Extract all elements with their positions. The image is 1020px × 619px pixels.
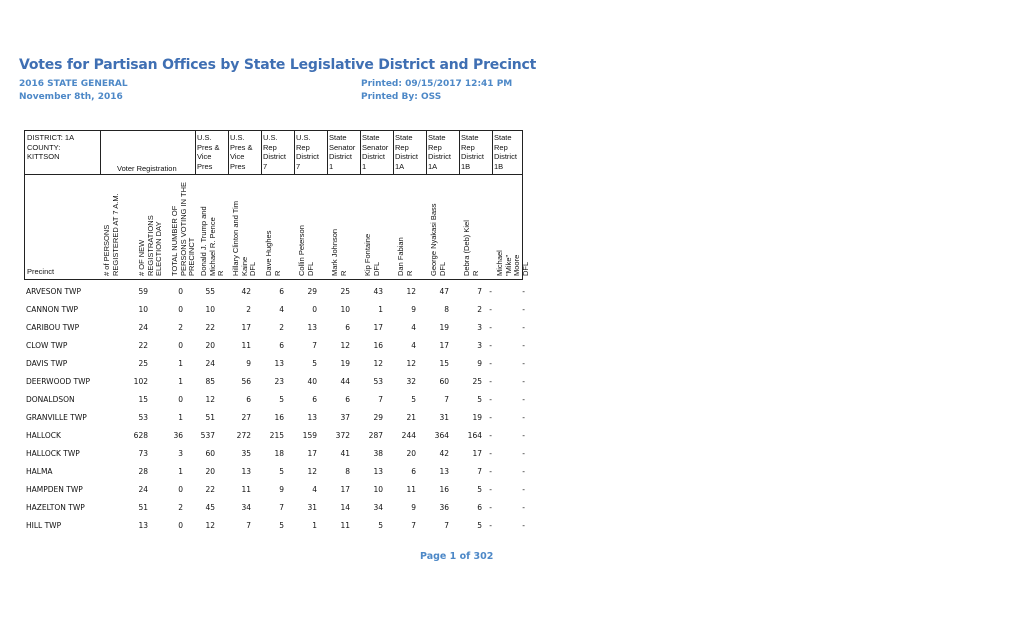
precinct-name: HALMA [26,467,53,476]
table-cell: 4 [312,485,317,494]
header-column-divider [492,131,493,175]
column-header: Mark Johnson R [330,228,348,276]
table-cell: 22 [205,485,215,494]
table-cell: - [489,467,492,476]
table-row [24,498,523,516]
table-cell: 34 [241,503,251,512]
table-cell: - [489,449,492,458]
table-cell: 43 [373,287,383,296]
table-cell: 12 [406,287,416,296]
table-cell: 1 [312,521,317,530]
table-row [24,318,523,336]
table-cell: 24 [138,485,148,494]
table-cell: 29 [307,287,317,296]
table-row [24,480,523,498]
table-cell: 1 [378,305,383,314]
table-row [24,408,523,426]
table-cell: 18 [274,449,284,458]
precinct-name: CARIBOU TWP [26,323,80,332]
results-table-body [24,282,523,534]
table-cell: 12 [307,467,317,476]
precinct-column-header: Precinct [27,267,55,276]
office-heading: State Rep District 1B [461,133,484,171]
table-cell: - [522,431,525,440]
table-cell: 36 [173,431,183,440]
table-row [24,390,523,408]
table-cell: 12 [205,395,215,404]
table-cell: 35 [241,449,251,458]
header-column-divider [426,131,427,175]
office-heading: State Rep District 1A [428,133,451,171]
table-cell: 15 [439,359,449,368]
table-cell: 2 [477,305,482,314]
table-cell: 215 [269,431,284,440]
table-cell: 13 [307,413,317,422]
table-cell: 44 [340,377,350,386]
table-row [24,354,523,372]
printed-by: Printed By: OSS [361,92,442,102]
table-cell: 5 [378,521,383,530]
table-cell: 37 [340,413,350,422]
table-cell: 20 [205,341,215,350]
column-header: Debra (Deb) Kiel R [462,220,480,276]
table-cell: 31 [439,413,449,422]
table-cell: 12 [205,521,215,530]
table-cell: 5 [477,395,482,404]
table-cell: 19 [340,359,350,368]
header-column-divider [294,131,295,175]
table-cell: 16 [439,485,449,494]
table-cell: - [489,503,492,512]
table-cell: 2 [279,323,284,332]
table-header [24,130,530,280]
table-cell: 244 [401,431,416,440]
precinct-name: DONALDSON [26,395,75,404]
table-cell: 0 [178,287,183,296]
precinct-name: HALLOCK [26,431,61,440]
precinct-name: HAMPDEN TWP [26,485,83,494]
table-cell: 14 [340,503,350,512]
table-row [24,282,523,300]
table-cell: 28 [138,467,148,476]
table-cell: - [522,413,525,422]
table-cell: 372 [335,431,350,440]
table-cell: 10 [205,305,215,314]
header-column-divider [228,131,229,175]
table-row [24,516,523,534]
table-cell: 60 [205,449,215,458]
district-label: DISTRICT: 1A COUNTY: KITTSON [27,133,75,161]
table-cell: 7 [477,467,482,476]
table-cell: 8 [444,305,449,314]
table-cell: 102 [133,377,148,386]
table-cell: 42 [439,449,449,458]
table-cell: 2 [178,503,183,512]
table-cell: - [489,485,492,494]
table-cell: 13 [138,521,148,530]
table-cell: 6 [279,341,284,350]
table-cell: 0 [178,485,183,494]
table-cell: - [489,323,492,332]
office-heading: U.S. Rep District 7 [263,133,286,171]
table-cell: - [489,413,492,422]
precinct-name: HAZELTON TWP [26,503,85,512]
table-cell: - [522,323,525,332]
office-heading: State Senator District 1 [362,133,389,171]
table-cell: - [522,341,525,350]
table-cell: 13 [439,467,449,476]
table-cell: 3 [178,449,183,458]
table-cell: - [489,377,492,386]
table-cell: 32 [406,377,416,386]
table-cell: 17 [472,449,482,458]
table-cell: 4 [411,341,416,350]
table-cell: 25 [340,287,350,296]
precinct-name: HALLOCK TWP [26,449,80,458]
table-cell: 40 [307,377,317,386]
table-cell: - [489,359,492,368]
table-cell: 0 [178,395,183,404]
table-cell: 10 [138,305,148,314]
office-heading: State Rep District 1B [494,133,517,171]
table-cell: 45 [205,503,215,512]
table-cell: 24 [138,323,148,332]
table-cell: 9 [477,359,482,368]
table-cell: 364 [434,431,449,440]
column-header: Dave Hughes R [264,230,282,276]
table-cell: 53 [138,413,148,422]
table-cell: 85 [205,377,215,386]
election-date: November 8th, 2016 [19,92,123,102]
table-cell: - [522,359,525,368]
table-cell: 20 [205,467,215,476]
column-header: Donald J. Trump and Michael R. Pence R [199,206,225,276]
table-cell: 34 [373,503,383,512]
table-cell: 7 [312,341,317,350]
table-cell: 9 [279,485,284,494]
table-cell: 9 [411,503,416,512]
table-cell: 5 [477,521,482,530]
election-name: 2016 STATE GENERAL [19,79,128,89]
column-header: Kip Fontaine DFL [363,233,381,276]
header-column-divider [360,131,361,175]
table-cell: 13 [307,323,317,332]
table-cell: 0 [312,305,317,314]
table-cell: 7 [378,395,383,404]
column-header: Dan Fabian R [396,237,414,276]
table-cell: 21 [406,413,416,422]
precinct-name: ARVESON TWP [26,287,81,296]
column-header: Hillary Clinton and Tim Kaine DFL [231,200,257,276]
table-cell: - [522,467,525,476]
table-cell: 6 [279,287,284,296]
table-cell: 5 [279,467,284,476]
table-cell: 6 [345,323,350,332]
table-cell: 27 [241,413,251,422]
table-cell: 3 [477,341,482,350]
table-cell: 159 [302,431,317,440]
table-cell: 15 [138,395,148,404]
precinct-name: CLOW TWP [26,341,68,350]
office-heading: State Senator District 1 [329,133,356,171]
table-cell: 51 [138,503,148,512]
column-header: Collin Peterson DFL [297,225,315,276]
table-cell: 29 [373,413,383,422]
table-cell: 10 [340,305,350,314]
office-heading: U.S. Rep District 7 [296,133,319,171]
table-cell: 17 [373,323,383,332]
table-cell: 272 [236,431,251,440]
table-cell: 59 [138,287,148,296]
table-cell: 19 [472,413,482,422]
table-cell: 23 [274,377,284,386]
table-cell: 7 [246,521,251,530]
table-cell: 1 [178,377,183,386]
table-cell: - [522,521,525,530]
column-header: # OF NEW REGISTRATIONS ELECTION DAY [137,215,163,276]
table-cell: 24 [205,359,215,368]
table-cell: 7 [444,395,449,404]
table-cell: 5 [411,395,416,404]
table-cell: - [489,521,492,530]
table-cell: 6 [345,395,350,404]
printed-timestamp: Printed: 09/15/2017 12:41 PM [361,79,513,89]
table-cell: 42 [241,287,251,296]
table-cell: 13 [274,359,284,368]
table-cell: 12 [373,359,383,368]
table-row [24,372,523,390]
table-cell: - [489,431,492,440]
table-cell: 6 [411,467,416,476]
table-cell: - [522,287,525,296]
table-cell: 5 [312,359,317,368]
table-cell: 22 [138,341,148,350]
table-cell: 73 [138,449,148,458]
table-cell: 20 [406,449,416,458]
table-cell: 51 [205,413,215,422]
table-cell: 4 [411,323,416,332]
table-cell: - [522,377,525,386]
page-number: Page 1 of 302 [420,551,494,562]
voter-registration-label: Voter Registration [117,164,177,173]
header-column-divider [261,131,262,175]
table-cell: 5 [279,521,284,530]
table-cell: 9 [411,305,416,314]
office-heading: U.S. Pres & Vice Pres [197,133,220,171]
table-cell: 0 [178,521,183,530]
table-cell: 5 [279,395,284,404]
office-heading: State Rep District 1A [395,133,418,171]
table-cell: 12 [406,359,416,368]
table-cell: 12 [340,341,350,350]
table-cell: 36 [439,503,449,512]
table-cell: 6 [477,503,482,512]
table-row [24,444,523,462]
table-cell: 60 [439,377,449,386]
table-row [24,300,523,318]
table-cell: 2 [246,305,251,314]
table-cell: 8 [345,467,350,476]
table-cell: 10 [373,485,383,494]
table-cell: 47 [439,287,449,296]
precinct-name: HILL TWP [26,521,62,530]
table-cell: 7 [279,503,284,512]
table-row [24,336,523,354]
table-cell: 1 [178,359,183,368]
table-cell: 7 [411,521,416,530]
precinct-name: DAVIS TWP [26,359,68,368]
table-cell: 4 [279,305,284,314]
table-cell: - [522,395,525,404]
table-cell: 25 [472,377,482,386]
header-column-divider [195,131,196,175]
header-column-divider [327,131,328,175]
table-cell: 41 [340,449,350,458]
table-cell: 11 [241,485,251,494]
table-cell: 537 [200,431,215,440]
table-cell: - [522,449,525,458]
precinct-name: GRANVILLE TWP [26,413,87,422]
column-header: George Nyakasi Bass DFL [429,203,447,276]
report-title: Votes for Partisan Offices by State Legislative District and Precinct [19,57,537,73]
table-cell: - [489,341,492,350]
table-row [24,462,523,480]
table-cell: 1 [178,413,183,422]
column-header: Michael "Mike" Moore DFL [495,250,530,276]
table-cell: 6 [312,395,317,404]
table-cell: 25 [138,359,148,368]
table-cell: 2 [178,323,183,332]
table-cell: 19 [439,323,449,332]
table-cell: 17 [241,323,251,332]
table-cell: - [522,485,525,494]
precinct-name: CANNON TWP [26,305,79,314]
table-cell: 31 [307,503,317,512]
table-cell: 11 [406,485,416,494]
table-cell: 9 [246,359,251,368]
header-column-divider [459,131,460,175]
table-cell: 0 [178,341,183,350]
column-header: TOTAL NUMBER OF PERSONS VOTING IN THE PRECINCT [170,181,196,276]
table-cell: 628 [133,431,148,440]
table-cell: - [522,305,525,314]
table-cell: 16 [373,341,383,350]
table-cell: 6 [246,395,251,404]
office-heading: U.S. Pres & Vice Pres [230,133,253,171]
table-cell: 56 [241,377,251,386]
table-cell: 11 [340,521,350,530]
table-cell: 38 [373,449,383,458]
header-column-divider [393,131,394,175]
table-cell: - [489,287,492,296]
table-cell: 17 [340,485,350,494]
table-cell: 17 [439,341,449,350]
table-cell: 164 [467,431,482,440]
table-cell: - [489,305,492,314]
table-cell: 5 [477,485,482,494]
table-cell: 7 [477,287,482,296]
precinct-name: DEERWOOD TWP [26,377,91,386]
table-cell: 16 [274,413,284,422]
table-cell: 13 [241,467,251,476]
table-cell: - [522,503,525,512]
table-cell: 53 [373,377,383,386]
table-cell: 7 [444,521,449,530]
table-cell: 11 [241,341,251,350]
table-cell: 17 [307,449,317,458]
table-cell: 55 [205,287,215,296]
header-column-divider [100,131,101,175]
table-cell: 3 [477,323,482,332]
table-cell: 0 [178,305,183,314]
table-cell: 22 [205,323,215,332]
column-header: # of PERSONS REGISTERED AT 7 A.M. [102,193,120,276]
table-cell: 1 [178,467,183,476]
table-row [24,426,523,444]
table-cell: 287 [368,431,383,440]
table-cell: - [489,395,492,404]
table-cell: 13 [373,467,383,476]
